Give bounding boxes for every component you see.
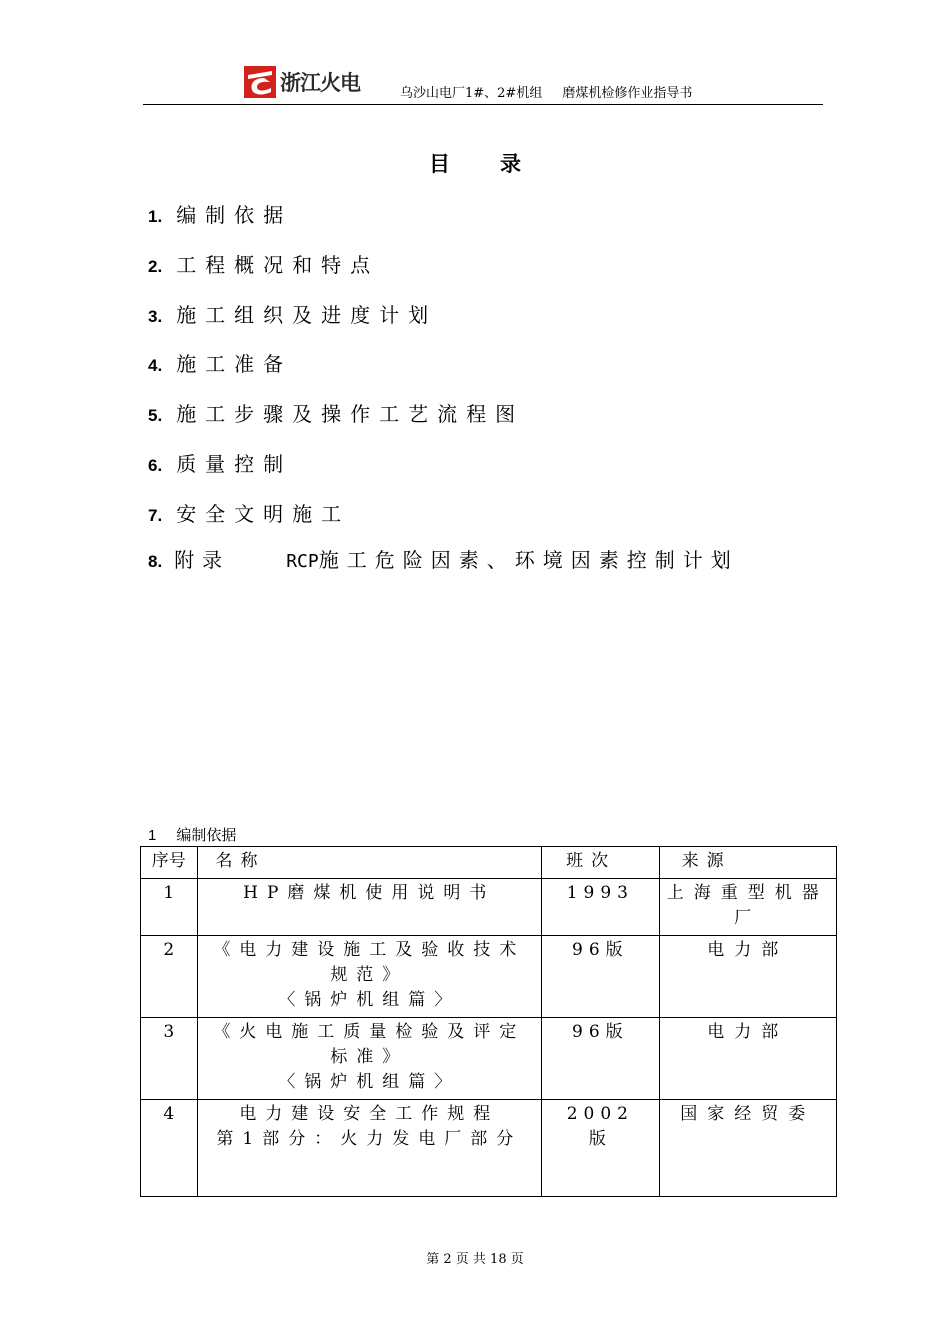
reference-table [140, 846, 837, 1197]
table-header-row [141, 847, 837, 879]
toc-item[interactable]: 7. 安全文明施工 [148, 502, 351, 526]
toc-item[interactable]: 1. 编制依据 [148, 203, 293, 227]
page-footer: 第 2 页 共 18 页 [426, 1252, 524, 1267]
toc-item[interactable]: 6. 质量控制 [148, 452, 293, 476]
header-seq: 序号 [141, 847, 198, 879]
company-logo [244, 66, 360, 98]
logo-text: 浙江火电 [280, 71, 360, 95]
toc-item[interactable]: 2. 工程概况和特点 [148, 253, 380, 277]
header-project: 乌沙山电厂1#、2#机组 [400, 86, 543, 101]
toc-title: 目 录 [429, 151, 521, 176]
section-heading: 1 编制依据 [148, 826, 237, 844]
header-edition: 班次 [542, 847, 659, 879]
toc-item[interactable]: 8. 附录 RCP施工危险因素、环境因素控制计划 [148, 548, 739, 572]
header-title [400, 82, 692, 101]
table-row: 2 《电力建设施工及验收技术规范》 〈锅炉机组篇〉 96版 电力部 [141, 936, 837, 1018]
table-row: 3 《火电施工质量检验及评定标准》 〈锅炉机组篇〉 96版 电力部 [141, 1018, 837, 1100]
header-document: 磨煤机检修作业指导书 [562, 86, 693, 101]
toc-item[interactable]: 3. 施工组织及进度计划 [148, 303, 438, 327]
table-row: 4 电力建设安全工作规程 第1部分：火力发电厂部分 2002 版 国家经贸委 [141, 1100, 837, 1197]
header-source: 来源 [659, 847, 836, 879]
toc-item[interactable]: 5. 施工步骤及操作工艺流程图 [148, 402, 525, 426]
page-header [143, 62, 823, 105]
zjhd-logo-icon [244, 66, 276, 98]
toc-item[interactable]: 4. 施工准备 [148, 352, 293, 376]
header-name: 名称 [197, 847, 542, 879]
table-row: 1 HP磨煤机使用说明书 1993 上海重型机器厂 [141, 879, 837, 936]
